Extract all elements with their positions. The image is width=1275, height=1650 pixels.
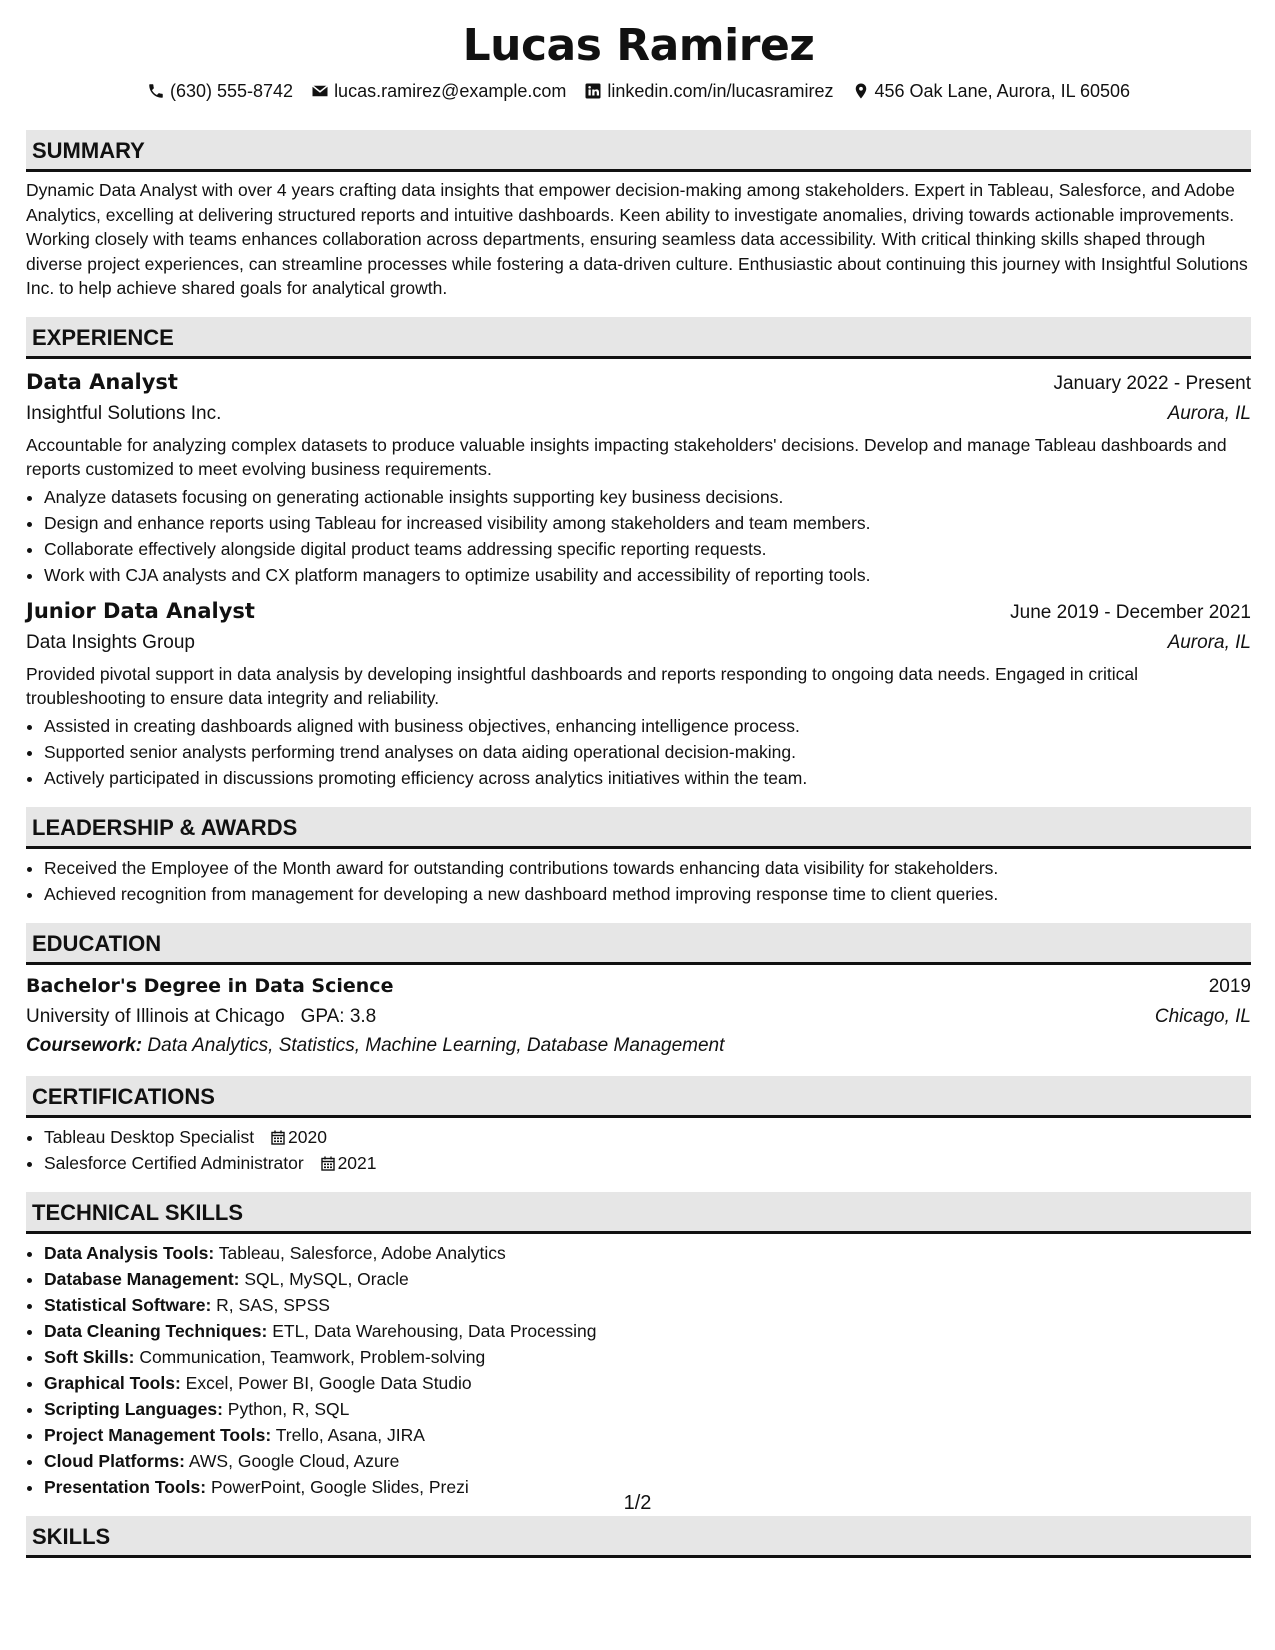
skill-values: PowerPoint, Google Slides, Prezi <box>210 1476 469 1497</box>
job-bullets <box>26 484 1251 588</box>
contact-bar <box>26 78 1251 104</box>
school-line <box>26 1002 376 1032</box>
job-location: Aurora, IL <box>1167 631 1251 653</box>
section-technical-skills-heading: TECHNICAL SKILLS <box>26 1192 1251 1234</box>
school-location: Chicago, IL <box>1154 1005 1251 1027</box>
job-bullets <box>26 713 1251 791</box>
graduation-year: 2019 <box>1208 975 1251 997</box>
resume-page <box>26 18 1251 1558</box>
section-education-heading: EDUCATION <box>26 923 1251 965</box>
list-item <box>44 1370 1251 1396</box>
contact-phone <box>147 78 293 104</box>
coursework-list: Data Analytics, Statistics, Machine Learning, Database Management <box>147 1034 725 1056</box>
section-leadership-heading: LEADERSHIP & AWARDS <box>26 807 1251 849</box>
job-company: Insightful Solutions Inc. <box>26 402 222 424</box>
list-item <box>44 1344 1251 1370</box>
skill-category: Graphical Tools: <box>44 1372 181 1393</box>
skill-values: Python, R, SQL <box>227 1398 350 1419</box>
skill-category: Cloud Platforms: <box>44 1450 185 1471</box>
skill-category: Soft Skills: <box>44 1346 135 1367</box>
list-item <box>44 1124 1251 1150</box>
list-item <box>44 1422 1251 1448</box>
section-certifications-heading: CERTIFICATIONS <box>26 1076 1251 1118</box>
page-number: 1/2 <box>623 1492 652 1514</box>
contact-linkedin[interactable] <box>584 78 833 104</box>
skill-values: AWS, Google Cloud, Azure <box>188 1450 400 1471</box>
skill-values: Communication, Teamwork, Problem-solving <box>139 1346 486 1367</box>
contact-address <box>852 78 1131 104</box>
degree-title: Bachelor's Degree in Data Science <box>26 974 394 997</box>
skill-category: Database Management: <box>44 1268 240 1289</box>
skill-category: Statistical Software: <box>44 1294 212 1315</box>
list-item: • Actively participated in discussions promoting efficiency across analytics initiatives within the team. <box>44 765 1251 791</box>
section-skills-heading: SKILLS <box>26 1516 1251 1558</box>
list-item: • Assisted in creating dashboards aligned with business objectives, enhancing intelligence process. <box>44 713 1251 739</box>
linkedin-icon <box>584 82 602 100</box>
skill-category: Data Analysis Tools: <box>44 1242 215 1263</box>
cert-year: 2021 <box>337 1152 377 1173</box>
job-title: Junior Data Analyst <box>26 598 255 623</box>
coursework-line <box>26 1032 1251 1060</box>
education-entry <box>26 971 1251 1060</box>
job-entry <box>26 367 1251 588</box>
address-text: 456 Oak Lane, Aurora, IL 60506 <box>874 81 1131 101</box>
skill-category: Scripting Languages: <box>44 1398 223 1419</box>
phone-icon <box>147 82 165 100</box>
skill-values: R, SAS, SPSS <box>216 1294 330 1315</box>
linkedin-text: linkedin.com/in/lucasramirez <box>607 81 834 101</box>
list-item: • Collaborate effectively alongside digital product teams addressing specific reporting requests. <box>44 536 1251 562</box>
coursework-label: Coursework: <box>26 1034 143 1056</box>
section-experience-heading: EXPERIENCE <box>26 317 1251 359</box>
list-item <box>44 1266 1251 1292</box>
list-item <box>44 1318 1251 1344</box>
summary-text: Dynamic Data Analyst with over 4 years crafting data insights that empower decision-making among stakeholders. Expert in Tableau, Salesforce, and Adobe Analytics, excelling at delivering structured reports and intuitive dashboards. Keen ability to investigate anomalies, driving towards actionable improvements. Working closely with teams enhances collaboration across departments, ensuring seamless data accessibility. With critical thinking skills shaped through diverse project experiences, can streamline processes while fostering a data-driven culture. Enthusiastic about continuing this journey with Insightful Solutions Inc. to help achieve shared goals for analytical growth. <box>26 180 1248 298</box>
envelope-icon <box>311 82 329 100</box>
list-item <box>44 1240 1251 1266</box>
section-summary-heading: SUMMARY <box>26 130 1251 172</box>
job-entry <box>26 596 1251 791</box>
list-item: • Analyze datasets focusing on generating actionable insights supporting key business decisions. <box>44 484 1251 510</box>
skill-category: Data Cleaning Techniques: <box>44 1320 268 1341</box>
school-name: University of Illinois at Chicago <box>26 1005 285 1027</box>
skill-values: Trello, Asana, JIRA <box>275 1424 425 1445</box>
list-item <box>44 1448 1251 1474</box>
contact-email[interactable] <box>311 78 566 104</box>
map-pin-icon <box>852 82 870 100</box>
calendar-icon <box>321 1156 335 1171</box>
skill-values: ETL, Data Warehousing, Data Processing <box>272 1320 597 1341</box>
candidate-name: Lucas Ramirez <box>462 20 815 71</box>
phone-text: (630) 555-8742 <box>169 81 294 101</box>
skill-category: Presentation Tools: <box>44 1476 207 1497</box>
job-description: Provided pivotal support in data analysis by developing insightful dashboards and reports responding to ongoing data needs. Engaged in critical troubleshooting to ensure data integrity and reliability. <box>26 663 1138 708</box>
certifications-list <box>26 1124 1251 1176</box>
list-item: • Achieved recognition from management for developing a new dashboard method improving response time to client queries. <box>44 881 1251 907</box>
list-item <box>44 1292 1251 1318</box>
list-item: • Received the Employee of the Month award for outstanding contributions towards enhancing data visibility for stakeholders. <box>44 855 1251 881</box>
skill-category: Project Management Tools: <box>44 1424 272 1445</box>
cert-name: Tableau Desktop Specialist <box>44 1126 255 1147</box>
job-dates: January 2022 - Present <box>1053 372 1251 394</box>
technical-skills-list <box>26 1240 1251 1500</box>
list-item: • Supported senior analysts performing trend analyses on data aiding operational decision-making. <box>44 739 1251 765</box>
cert-name: Salesforce Certified Administrator <box>44 1152 304 1173</box>
leadership-list <box>26 855 1251 907</box>
calendar-icon <box>271 1130 285 1145</box>
job-location: Aurora, IL <box>1167 402 1251 424</box>
list-item <box>44 1396 1251 1422</box>
skill-values: Excel, Power BI, Google Data Studio <box>185 1372 472 1393</box>
gpa: GPA: 3.8 <box>300 1005 377 1027</box>
job-company: Data Insights Group <box>26 631 195 653</box>
skill-values: Tableau, Salesforce, Adobe Analytics <box>218 1242 506 1263</box>
list-item: • Work with CJA analysts and CX platform managers to optimize usability and accessibility of reporting tools. <box>44 562 1251 588</box>
cert-year: 2020 <box>288 1126 327 1147</box>
list-item: • Design and enhance reports using Tableau for increased visibility among stakeholders and team members. <box>44 510 1251 536</box>
job-title: Data Analyst <box>26 369 178 394</box>
job-dates: June 2019 - December 2021 <box>1010 601 1251 623</box>
list-item <box>44 1150 1251 1176</box>
job-description: Accountable for analyzing complex datasets to produce valuable insights impacting stakeholders' decisions. Develop and manage Tableau dashboards and reports customized to meet evolving business requirements. <box>26 434 1227 479</box>
skill-values: SQL, MySQL, Oracle <box>244 1268 409 1289</box>
email-text: lucas.ramirez@example.com <box>334 81 567 101</box>
